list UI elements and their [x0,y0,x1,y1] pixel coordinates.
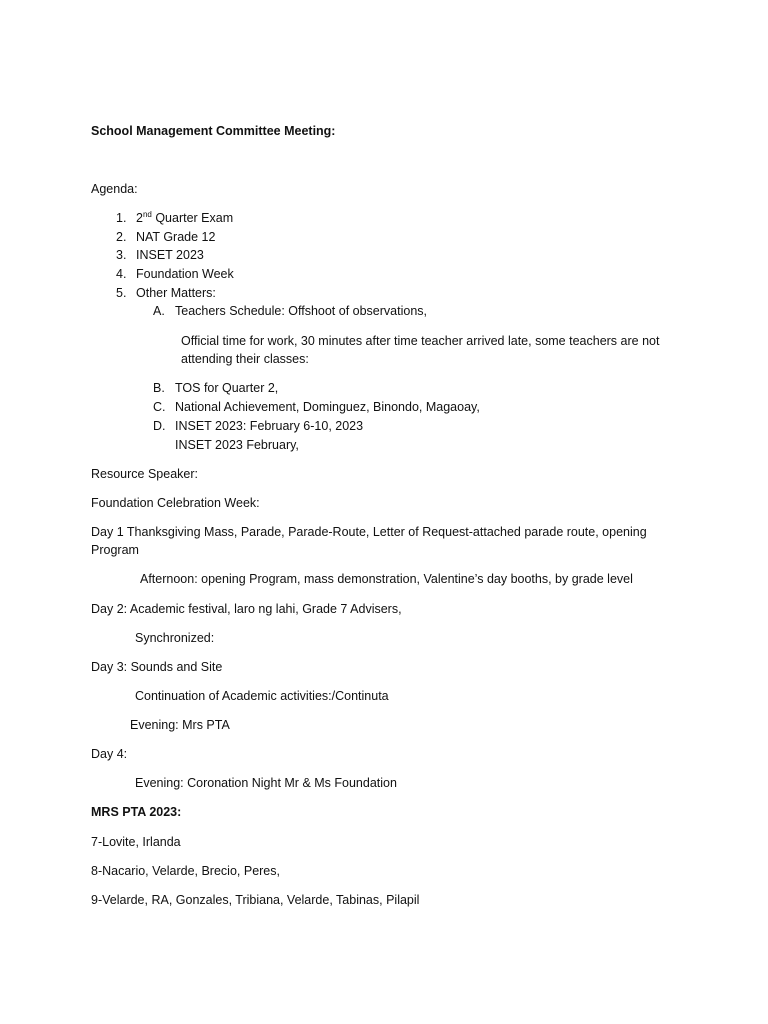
sub-item-d [153,417,363,435]
sub-item-c [153,398,480,416]
agenda-number: 4. [116,267,127,281]
document-title: School Management Committee Meeting: [91,124,336,138]
grade9-candidates: 9-Velarde, RA, Gonzales, Tribiana, Velarde, Tabinas, Pilapil [91,893,420,907]
sub-item-a-note-line2: attending their classes: [181,352,309,366]
agenda-text: Other Matters: [136,286,216,300]
agenda-item-2 [116,228,215,246]
sub-item-d-line2: INSET 2023 February, [175,438,299,452]
agenda-item-4 [116,265,234,283]
agenda-number: 1. [116,211,127,225]
agenda-item-5 [116,284,216,302]
day2-line: Day 2: Academic festival, laro ng lahi, Grade 7 Advisers, [91,602,402,616]
sub-item-letter: D. [153,419,166,433]
agenda-item-1 [116,209,233,227]
day3-evening: Evening: Mrs PTA [130,718,230,732]
day3-line: Day 3: Sounds and Site [91,660,223,674]
day4-line: Day 4: [91,747,128,761]
day4-evening: Evening: Coronation Night Mr & Ms Foundation [135,776,397,790]
agenda-number: 5. [116,286,127,300]
agenda-number: 3. [116,248,127,262]
sub-item-text: TOS for Quarter 2, [175,381,279,395]
agenda-text: NAT Grade 12 [136,230,216,244]
day2-synchronized: Synchronized: [135,631,215,645]
sub-item-a [153,302,427,320]
sub-item-b [153,379,278,397]
day3-continuation: Continuation of Academic activities:/Continuta [135,689,389,703]
grade7-candidates: 7-Lovite, Irlanda [91,835,181,849]
agenda-item-3 [116,246,204,264]
agenda-label: Agenda: [91,182,138,196]
day1-line2: Program [91,543,139,557]
foundation-week-heading: Foundation Celebration Week: [91,496,260,510]
day1-line1: Day 1 Thanksgiving Mass, Parade, Parade-Route, Letter of Request-attached parade route, opening [91,525,647,539]
agenda-text: INSET 2023 [136,248,204,262]
sub-item-a-note-line1: Official time for work, 30 minutes after time teacher arrived late, some teachers are not [181,334,660,348]
sub-item-text: INSET 2023: February 6-10, 2023 [175,419,364,433]
sub-item-letter: C. [153,400,166,414]
grade8-candidates: 8-Nacario, Velarde, Brecio, Peres, [91,864,280,878]
sub-item-letter: A. [153,304,165,318]
day1-afternoon: Afternoon: opening Program, mass demonstration, Valentine’s day booths, by grade level [140,572,633,586]
sub-item-text: Teachers Schedule: Offshoot of observations, [175,304,428,318]
resource-speaker-heading: Resource Speaker: [91,467,199,481]
agenda-text: 2nd Quarter Exam [136,210,234,225]
mrs-pta-heading: MRS PTA 2023: [91,805,182,819]
agenda-text: Foundation Week [136,267,234,281]
sub-item-text: National Achievement, Dominguez, Binondo, Magaoay, [175,400,480,414]
agenda-number: 2. [116,230,127,244]
sub-item-letter: B. [153,381,165,395]
